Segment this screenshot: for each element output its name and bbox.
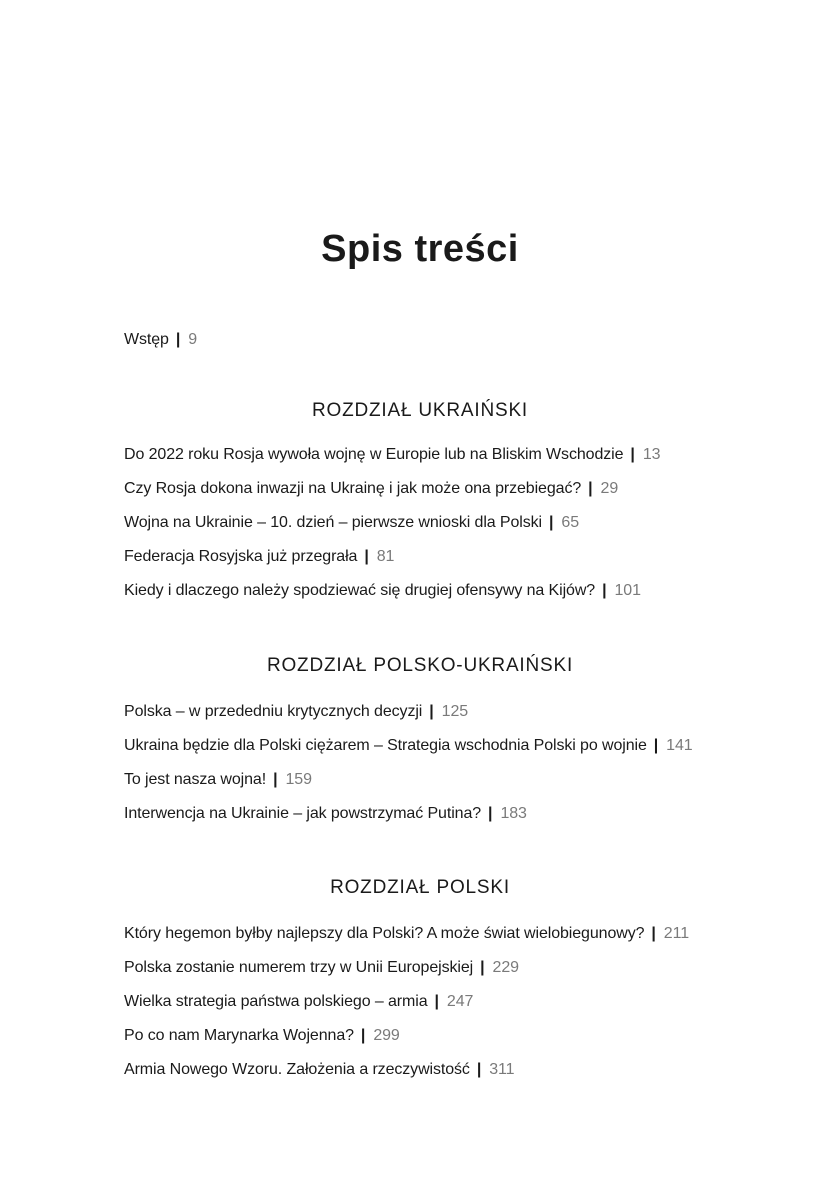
toc-entry (124, 805, 527, 823)
toc-entry-label: Wojna na Ukrainie – 10. dzień – pierwsze wnioski dla Polski (124, 514, 543, 531)
separator: | (488, 805, 493, 822)
toc-entry-label: Interwencja na Ukrainie – jak powstrzymać Putina? (124, 805, 482, 822)
toc-entry-page: 13 (642, 446, 661, 463)
toc-entry-label: Wielka strategia państwa polskiego – armia (124, 993, 428, 1010)
separator: | (651, 925, 656, 942)
toc-entry (124, 959, 519, 977)
toc-entry-label: Federacja Rosyjska już przegrała (124, 548, 358, 565)
toc-entry-label: Polska – w przededniu krytycznych decyzji (124, 703, 423, 720)
toc-entry-page: 9 (188, 331, 198, 348)
separator: | (364, 548, 369, 565)
toc-entry-page: 141 (666, 737, 693, 754)
toc-entry-page: 65 (561, 514, 580, 531)
toc-entry-page: 211 (663, 925, 690, 942)
toc-entry-page: 247 (446, 993, 474, 1010)
toc-entry (124, 1061, 514, 1079)
toc-entry-intro (124, 331, 197, 349)
separator: | (653, 737, 659, 754)
toc-entry-label: Do 2022 roku Rosja wywoła wojnę w Europie lub na Bliskim Wschodzie (124, 446, 624, 463)
separator: | (429, 703, 434, 720)
toc-entry (124, 771, 312, 789)
toc-entry-page: 229 (492, 959, 519, 976)
toc-entry (124, 1027, 400, 1045)
toc-entry (124, 703, 468, 721)
toc-entry-label: Armia Nowego Wzoru. Założenia a rzeczywistość (124, 1061, 470, 1078)
toc-entry-page: 183 (500, 805, 527, 822)
separator: | (602, 582, 607, 599)
separator: | (360, 1027, 366, 1044)
toc-entry (124, 548, 394, 566)
toc-entry (124, 514, 579, 532)
toc-entry-page: 29 (600, 480, 619, 497)
separator: | (549, 514, 554, 531)
toc-entry-page: 125 (441, 703, 469, 720)
toc-entry-label: Czy Rosja dokona inwazji na Ukrainę i jak może ona przebiegać? (124, 480, 582, 497)
section-heading-polsko-ukrainski: ROZDZIAŁ POLSKO-UKRAIŃSKI (266, 655, 574, 676)
toc-entry-label: Polska zostanie numerem trzy w Unii Europejskiej (124, 959, 474, 976)
toc-entry (124, 925, 689, 943)
toc-entry-label: Który hegemon byłby najlepszy dla Polski? A może świat wielobiegunowy? (124, 925, 645, 942)
page-title: Spis treści (321, 228, 519, 270)
toc-entry-label: Wstęp (124, 331, 169, 348)
separator: | (630, 446, 635, 463)
separator: | (588, 480, 593, 497)
toc-entry-page: 299 (373, 1027, 400, 1044)
separator: | (434, 993, 439, 1010)
toc-entry (124, 480, 618, 498)
toc-entry-label: To jest nasza wojna! (124, 771, 267, 788)
toc-entry-page: 81 (376, 548, 395, 565)
toc-entry-label: Kiedy i dlaczego należy spodziewać się drugiej ofensywy na Kijów? (124, 582, 596, 599)
toc-entry (124, 993, 473, 1011)
toc-entry-label: Po co nam Marynarka Wojenna? (124, 1027, 354, 1044)
separator: | (273, 771, 278, 788)
separator: | (175, 331, 181, 348)
toc-entry-page: 101 (614, 582, 641, 599)
toc-entry (124, 582, 641, 600)
separator: | (480, 959, 485, 976)
toc-entry (124, 446, 660, 464)
toc-entry (124, 737, 693, 755)
toc-entry-page: 159 (285, 771, 312, 788)
section-heading-ukrainski: ROZDZIAŁ UKRAIŃSKI (311, 400, 529, 421)
separator: | (476, 1061, 482, 1078)
toc-entry-label: Ukraina będzie dla Polski ciężarem – Strategia wschodnia Polski po wojnie (124, 737, 647, 754)
section-heading-polski: ROZDZIAŁ POLSKI (330, 877, 510, 898)
toc-entry-page: 311 (489, 1061, 515, 1078)
